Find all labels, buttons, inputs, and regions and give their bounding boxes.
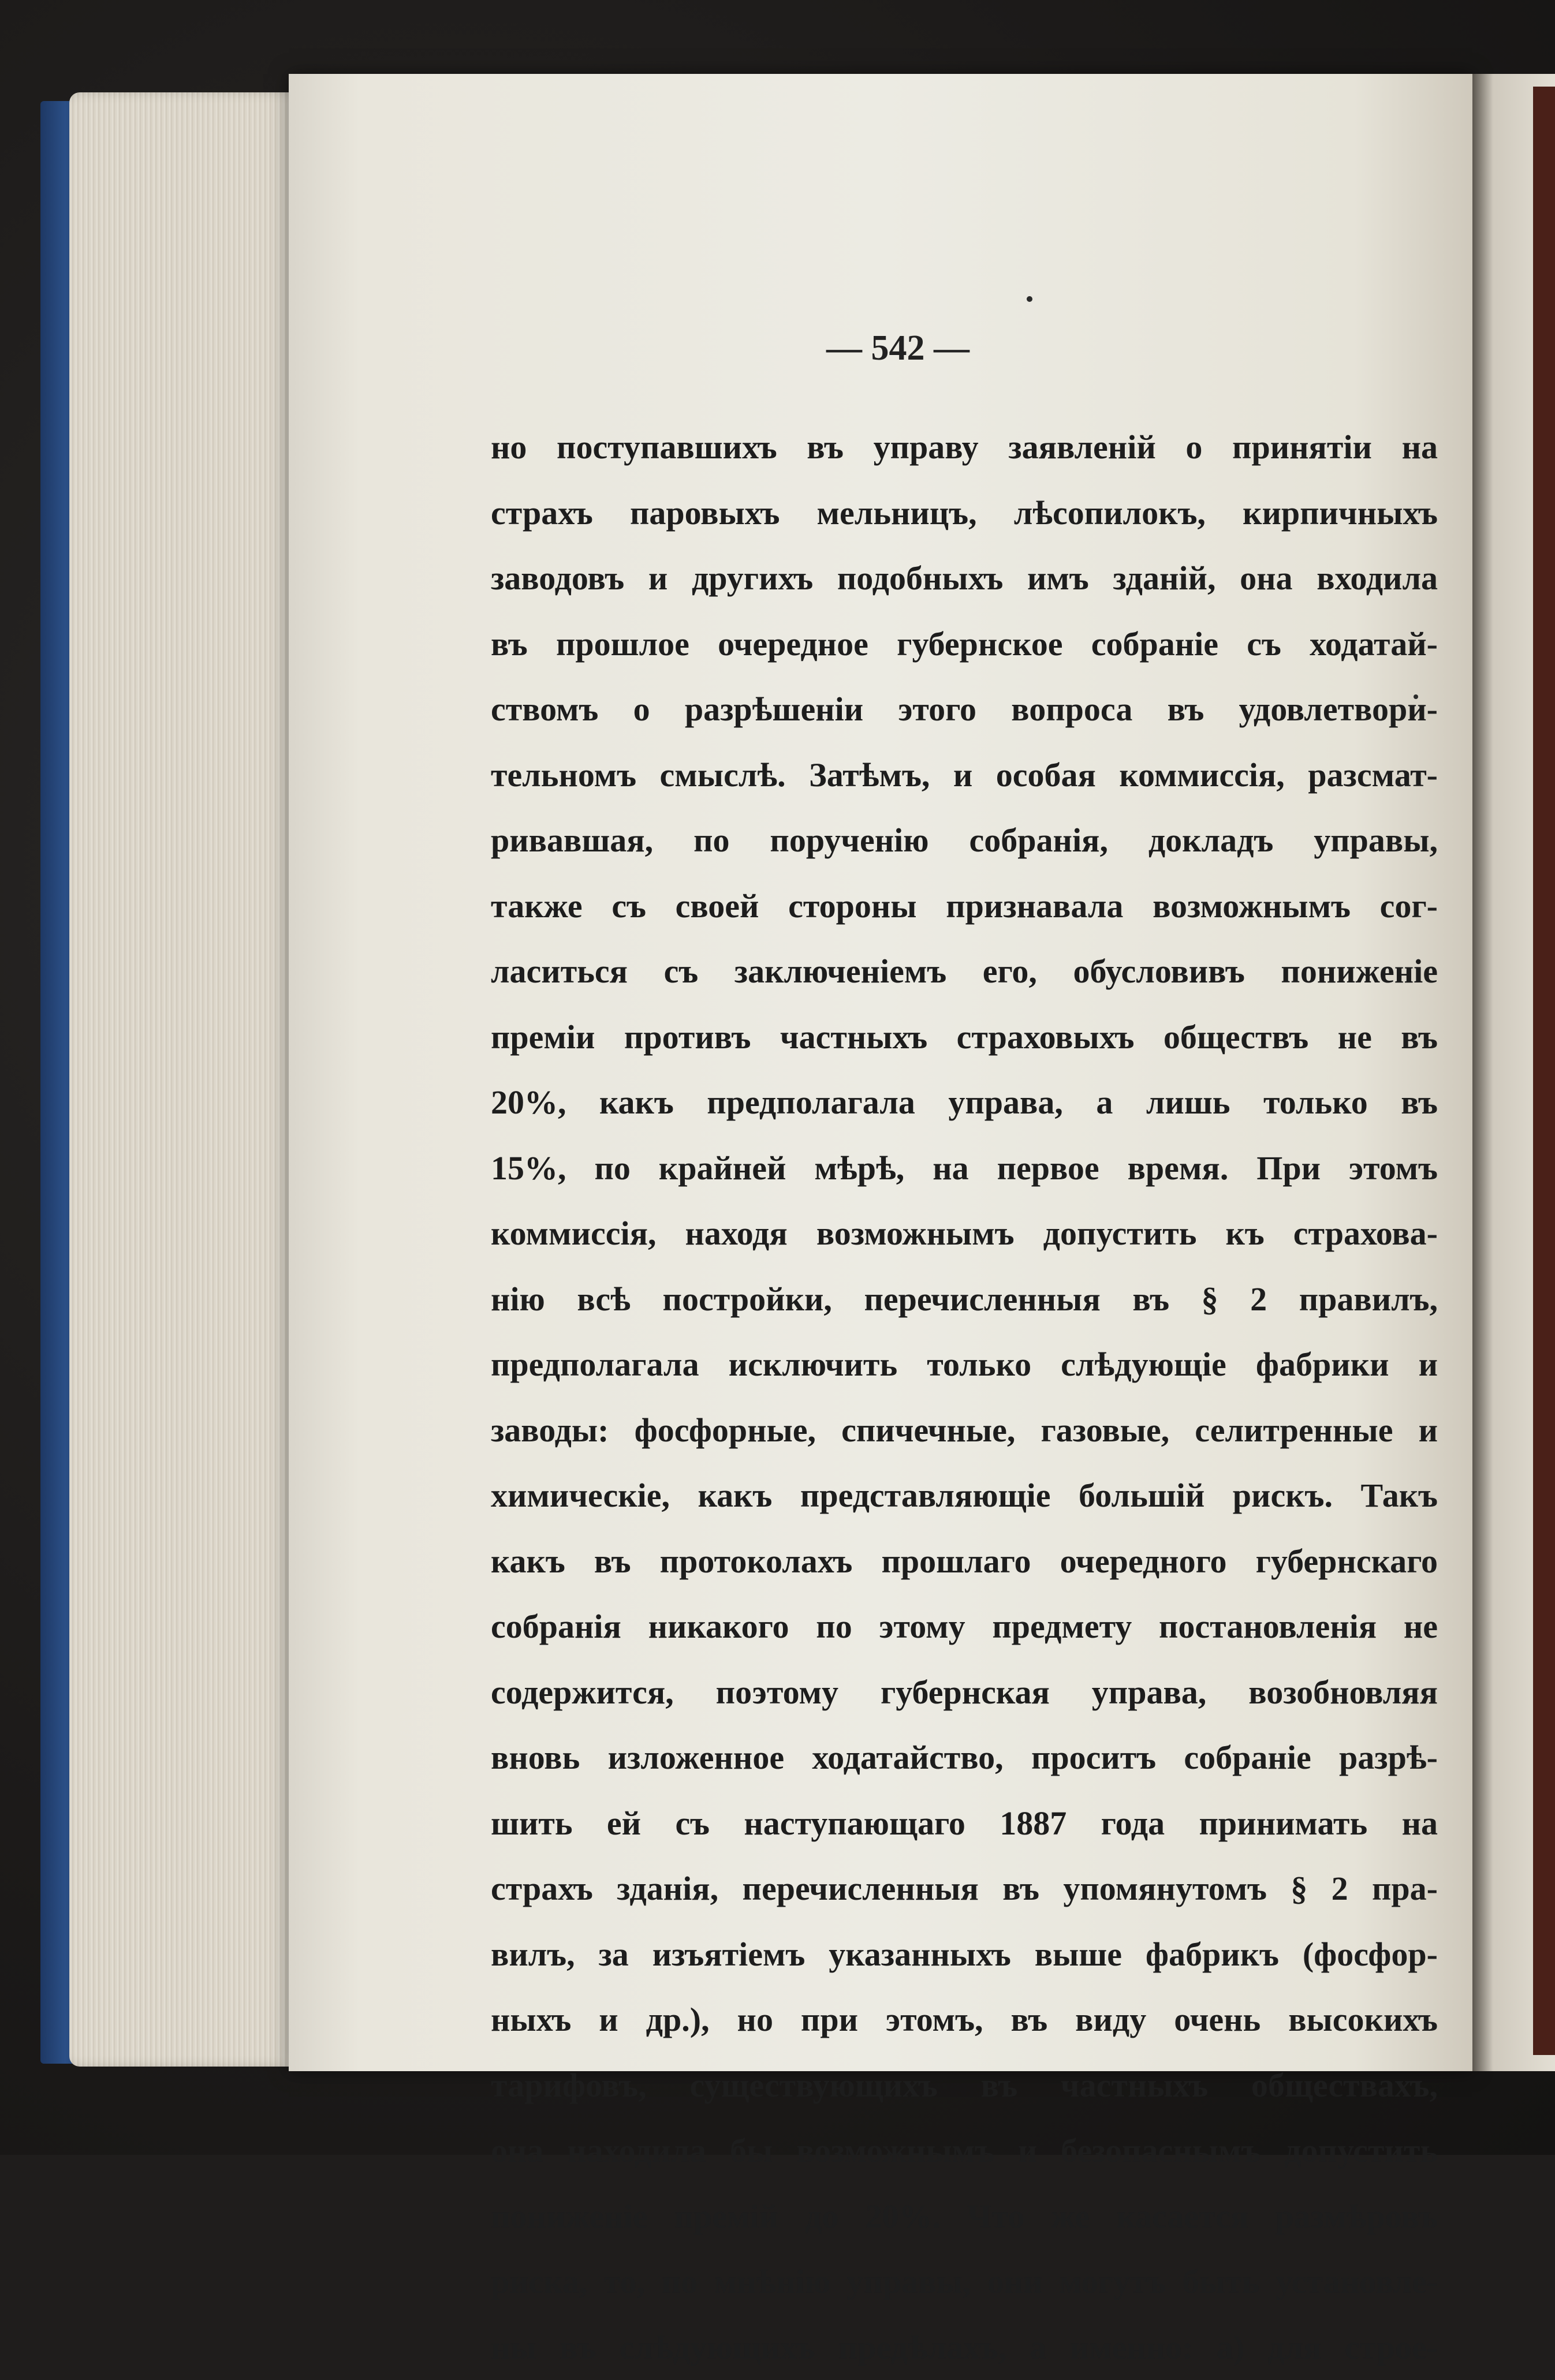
text-line: 15%, по крайней мѣрѣ, на первое время. При этомъ bbox=[491, 1135, 1438, 1201]
right-book-cover bbox=[1533, 87, 1555, 2055]
text-line: ствомъ о разрѣшеніи этого вопроса въ удовлетвори- bbox=[491, 677, 1438, 742]
text-line: шить ей съ наступающаго 1887 года принимать на bbox=[491, 1791, 1438, 1856]
text-line: преміи противъ частныхъ страховыхъ обществъ не въ bbox=[491, 1004, 1438, 1070]
ink-speck bbox=[1027, 296, 1032, 302]
page-edges-stack bbox=[69, 92, 312, 2067]
text-line: содержится, поэтому губернская управа, возобновляя bbox=[491, 1660, 1438, 1725]
text-line: вновь изложенное ходатайство, проситъ собраніе разрѣ- bbox=[491, 1725, 1438, 1791]
text-line: пониженіе премій до 20%. Что же касается размѣровъ bbox=[491, 2184, 1438, 2250]
text-line: 20%, какъ предполагала управа, а лишь только въ bbox=[491, 1070, 1438, 1135]
text-line: предполагала исключить только слѣдующіе фабрики и bbox=[491, 1332, 1438, 1398]
text-line: риска, то, по мнѣнію управы, они могутъ быть установле- bbox=[491, 2249, 1438, 2315]
text-line: страхъ зданія, перечисленныя въ упомянутомъ § 2 пра- bbox=[491, 1856, 1438, 1922]
text-line: коммиссія, находя возможнымъ допустить къ страхова- bbox=[491, 1201, 1438, 1266]
text-line: тарифовъ, существующихъ въ частныхъ обществахъ, bbox=[491, 2053, 1438, 2119]
page-number: — 542 — bbox=[289, 328, 1472, 369]
text-line: тельномъ смыслѣ. Затѣмъ, и особая коммиссія, разсмат- bbox=[491, 742, 1438, 808]
text-line: но поступавшихъ въ управу заявленій о принятіи на bbox=[491, 414, 1438, 480]
text-line: ны въ слѣдующихъ предѣлахъ, а именно: а) для строе- bbox=[491, 2315, 1438, 2380]
text-line: вилъ, за изъятіемъ указанныхъ выше фабрикъ (фосфор- bbox=[491, 1922, 1438, 1987]
body-text bbox=[491, 414, 1438, 2380]
text-line: собранія никакого по этому предмету постановленія не bbox=[491, 1594, 1438, 1660]
book-page bbox=[289, 74, 1472, 2071]
text-line: въ прошлое очередное губернское собраніе съ ходатай- bbox=[491, 611, 1438, 677]
text-line: она находила бы возможнымъ и безопаснымъ допустить bbox=[491, 2118, 1438, 2184]
text-line: также съ своей стороны признавала возможнымъ сог- bbox=[491, 873, 1438, 939]
text-line: заводовъ и другихъ подобныхъ имъ зданій, она входила bbox=[491, 546, 1438, 611]
text-line: ривавшая, по порученію собранія, докладъ управы, bbox=[491, 808, 1438, 873]
text-line: химическіе, какъ представляющіе большій рискъ. Такъ bbox=[491, 1463, 1438, 1529]
text-line: ласиться съ заключеніемъ его, обусловивъ пониженіе bbox=[491, 939, 1438, 1004]
text-line: страхъ паровыхъ мельницъ, лѣсопилокъ, кирпичныхъ bbox=[491, 480, 1438, 546]
text-line: какъ въ протоколахъ прошлаго очередного губернскаго bbox=[491, 1529, 1438, 1594]
text-line: заводы: фосфорные, спичечные, газовые, селитренные и bbox=[491, 1398, 1438, 1463]
text-line: нію всѣ постройки, перечисленныя въ § 2 правилъ, bbox=[491, 1266, 1438, 1332]
text-line: ныхъ и др.), но при этомъ, въ виду очень высокихъ bbox=[491, 1987, 1438, 2053]
